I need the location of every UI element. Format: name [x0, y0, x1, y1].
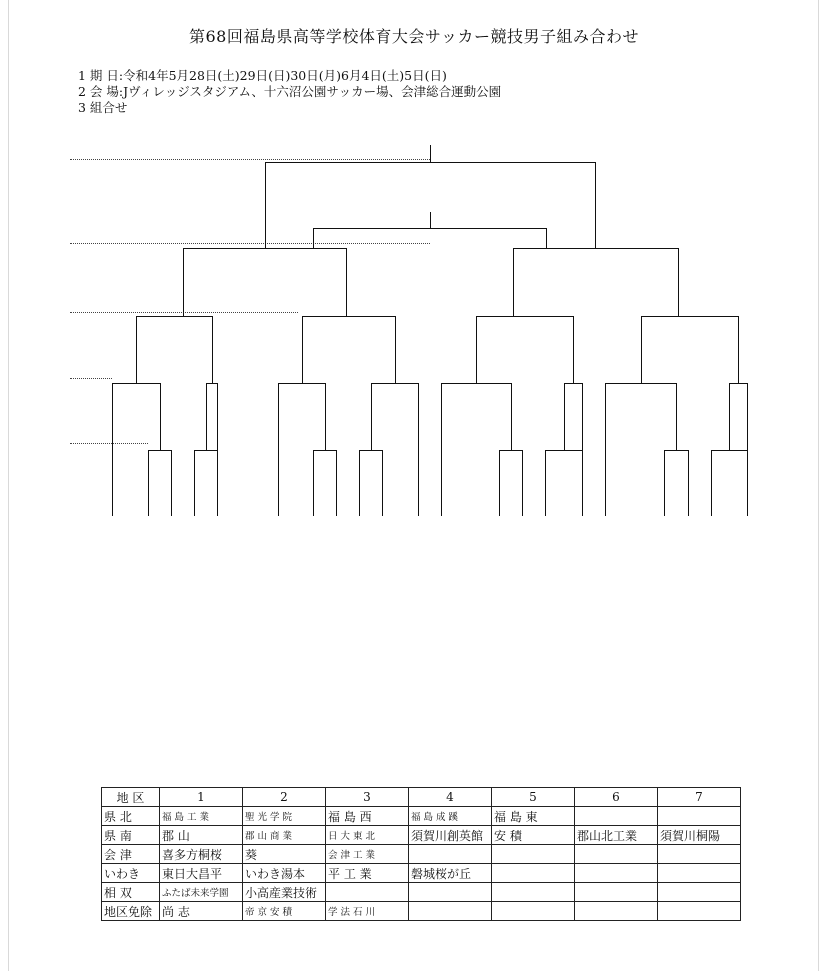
document-title: 第68回福島県高等学校体育大会サッカー競技男子組み合わせ [188, 27, 640, 46]
region-table-header-cell: 6 [575, 788, 658, 807]
bracket-line [313, 228, 314, 249]
region-table-row [102, 902, 741, 921]
page-edge-right [818, 0, 819, 971]
bracket-line [546, 228, 547, 249]
region-table-cell: 相 双 [102, 883, 160, 902]
bracket-line [605, 383, 606, 516]
sf-match-line [513, 248, 679, 249]
region-table-header-cell: 4 [409, 788, 492, 807]
bracket-line [313, 450, 314, 516]
bracket-line [511, 383, 512, 451]
bracket-line [513, 248, 514, 317]
region-table-cell [492, 864, 575, 883]
region-table-cell: 郡 山 [160, 826, 243, 845]
date-guide-line [70, 378, 112, 379]
bracket-line [664, 450, 665, 516]
bracket-line [678, 248, 679, 317]
region-table-cell: 小高産業技術 [243, 883, 326, 902]
region-table-cell: いわき [102, 864, 160, 883]
region-table-cell [658, 864, 741, 883]
info-line-period: 1 期 日:令和4年5月28日(土)29日(日)30日(月)6月4日(土)5日(日) [78, 68, 447, 83]
region-table-cell [575, 845, 658, 864]
final-stem [430, 145, 431, 163]
region-table-row [102, 864, 741, 883]
bracket-line [582, 383, 583, 516]
region-table-cell: 県 南 [102, 826, 160, 845]
bracket-line [194, 450, 195, 516]
info-line-bracket: 3 組合せ [78, 100, 128, 115]
page-edge-left [8, 0, 9, 971]
region-table-cell: 日 大 東 北 [326, 826, 409, 845]
region-table-cell: ふたば未来学園 [160, 883, 243, 902]
region-table-cell: 学 法 石 川 [326, 902, 409, 921]
region-table-cell [575, 807, 658, 826]
bracket-line [499, 450, 500, 516]
region-table-cell [326, 883, 409, 902]
region-table-cell [575, 902, 658, 921]
bracket-line [336, 450, 337, 516]
info-line-venue: 2 会 場:Jヴィレッジスタジアム、十六沼公園サッカー場、会津総合運動公園 [78, 84, 502, 99]
bracket-line [676, 383, 677, 451]
bracket-line [747, 383, 748, 516]
region-table-cell: 葵 [243, 845, 326, 864]
region-table-cell: 須賀川創英館 [409, 826, 492, 845]
date-guide-line [70, 443, 148, 444]
region-table-cell: 聖 光 学 院 [243, 807, 326, 826]
bracket-line [729, 383, 730, 451]
region-table-cell: 東日大昌平 [160, 864, 243, 883]
region-table-cell [575, 864, 658, 883]
region-table-cell: 地区免除 [102, 902, 160, 921]
qf-match-line [302, 316, 396, 317]
bracket-line [359, 450, 360, 516]
bracket-line [545, 450, 546, 516]
region-table-cell: 会 津 工 業 [326, 845, 409, 864]
bracket-line [112, 383, 113, 516]
bracket-line [476, 316, 477, 384]
region-table-cell: 県 北 [102, 807, 160, 826]
bracket-line [573, 316, 574, 384]
qf-match-line [641, 316, 739, 317]
bracket-line [325, 383, 326, 451]
bracket-line [278, 383, 279, 516]
region-table-cell [658, 845, 741, 864]
bracket-line [212, 316, 213, 384]
bracket-line [160, 383, 161, 451]
region-table-cell: 会 津 [102, 845, 160, 864]
sf-center-stem [430, 212, 431, 229]
bracket-line [346, 248, 347, 317]
region-table-cell: 福 島 工 業 [160, 807, 243, 826]
bracket-line [183, 248, 184, 317]
region-table-cell [658, 807, 741, 826]
region-table-row [102, 826, 741, 845]
bracket-line [641, 316, 642, 384]
bracket-line [688, 450, 689, 516]
bracket-line [148, 450, 149, 516]
region-table-cell [492, 902, 575, 921]
region-table-cell: 磐城桜が丘 [409, 864, 492, 883]
region-table-cell: 郡 山 商 業 [243, 826, 326, 845]
region-table [101, 787, 741, 921]
region-table-cell [409, 845, 492, 864]
region-table-cell: 喜多方桐桜 [160, 845, 243, 864]
region-table-cell [492, 883, 575, 902]
date-guide-line [70, 243, 430, 244]
bracket-line [738, 316, 739, 384]
bracket-line [522, 450, 523, 516]
region-table-header-cell: 1 [160, 788, 243, 807]
region-table-cell [658, 902, 741, 921]
bracket-line [441, 383, 442, 516]
bracket-line [564, 383, 565, 451]
bracket-line [395, 316, 396, 384]
region-table-cell [658, 883, 741, 902]
region-table-cell: 帝 京 安 積 [243, 902, 326, 921]
region-table-cell [409, 902, 492, 921]
region-table-header-cell: 地 区 [102, 788, 160, 807]
bracket-line [217, 383, 218, 516]
region-table-row [102, 883, 741, 902]
region-table-cell: 平 工 業 [326, 864, 409, 883]
region-table-cell [575, 883, 658, 902]
qf-match-line [136, 316, 213, 317]
region-table-row [102, 845, 741, 864]
region-table-header-cell: 7 [658, 788, 741, 807]
region-table-header [102, 788, 741, 807]
region-table-cell [409, 883, 492, 902]
bracket-line [595, 162, 596, 249]
region-table-cell: 福 島 西 [326, 807, 409, 826]
bracket-line [371, 383, 372, 451]
date-guide-line [70, 312, 298, 313]
region-table-header-cell: 3 [326, 788, 409, 807]
region-table-cell: 須賀川桐陽 [658, 826, 741, 845]
date-guide-line [70, 159, 430, 160]
qf-match-line [476, 316, 574, 317]
region-table-cell: いわき湯本 [243, 864, 326, 883]
bracket-line [302, 316, 303, 384]
region-table-row [102, 807, 741, 826]
region-table-cell: 安 積 [492, 826, 575, 845]
region-table-cell: 尚 志 [160, 902, 243, 921]
bracket-line [382, 450, 383, 516]
region-table-cell: 郡山北工業 [575, 826, 658, 845]
bracket-line [136, 316, 137, 384]
region-table-cell: 福 島 成 蹊 [409, 807, 492, 826]
region-table-header-cell: 5 [492, 788, 575, 807]
bracket-line [171, 450, 172, 516]
bracket-line [711, 450, 712, 516]
region-table-cell: 福 島 東 [492, 807, 575, 826]
region-table-cell [492, 845, 575, 864]
bracket-line [418, 383, 419, 516]
region-table-header-cell: 2 [243, 788, 326, 807]
bracket-line [206, 383, 207, 451]
bracket-line [265, 162, 266, 249]
